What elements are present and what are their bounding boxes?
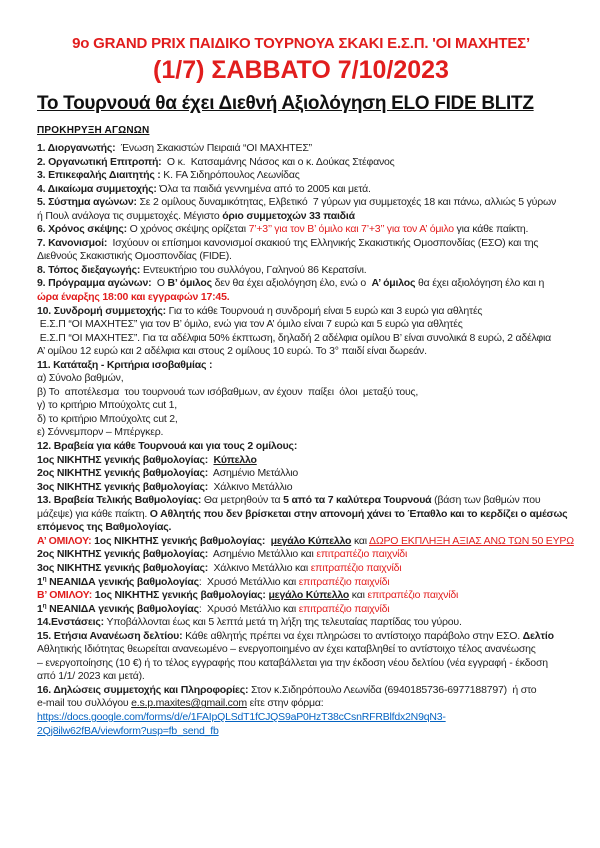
text-run: και <box>349 589 368 602</box>
text-run: Ο χρόνος σκέψης ορίζεται <box>126 223 249 236</box>
text-run: Εντευκτήριο του συλλόγου, Γαληνού 86 Κερατσίνι. <box>140 263 367 276</box>
document-body <box>37 142 574 738</box>
text-run: από 1/1/ 2023 και μετά). <box>37 670 145 683</box>
text-run: ΔΩΡΟ ΕΚΠΛΗΞΗ ΑΞΙΑΣ ΑΝΩ ΤΩΝ 50 ΕΥΡΩ <box>369 534 574 547</box>
item-8-venue <box>37 264 565 278</box>
email-link[interactable]: e.s.p.maxites@gmail.com <box>131 697 247 710</box>
item-2-committee <box>37 156 565 170</box>
tiebreak-a <box>37 372 565 386</box>
text-run: ΝΕΑΝΙΔΑ γενικής βαθμολογίας <box>46 602 199 615</box>
item-1-organizer <box>37 142 565 156</box>
event-date-title: (1/7) ΣΑΒΒΑΤΟ 7/10/2023 <box>153 56 449 84</box>
text-run: Δελτίο <box>522 629 554 642</box>
text-run: 3. Επικεφαλής Διαιτητής : <box>37 169 161 182</box>
text-run: 1. Διοργανωτής: <box>37 142 116 154</box>
text-run: 7’+3’’ για τον Β’ όμιλο και 7’+3’’ για τον Α’ όμιλο <box>248 223 454 236</box>
form-link[interactable]: 2Qj8ilw62fBA/viewform?usp=fb_send_fb <box>37 724 219 737</box>
text-run: επιτραπέζιο παιχνίδι <box>367 589 459 602</box>
text-run: όριο συμμετοχών 33 παιδιά <box>222 209 355 222</box>
group-b-girl <box>37 603 565 617</box>
item-5-system <box>37 196 565 210</box>
text-run: 13. Βραβεία Τελικής Βαθμολογίας: <box>37 494 202 507</box>
text-run: η <box>42 602 47 610</box>
text-run: Α’ όμιλος <box>371 277 416 290</box>
item-14-objections <box>37 616 565 630</box>
prize-1st <box>37 454 565 468</box>
text-run: β) Το αποτέλεσμα του τουρνουά των ισόβαθμων, αν έχουν παίξει όλοι μεταξύ τους, <box>37 385 419 398</box>
rating-subtitle: Το Τουρνουά θα έχει Διεθνή Αξιολόγηση ELO FIDE BLITZ <box>37 93 534 114</box>
text-run: 1 <box>37 575 43 588</box>
group-a-girl <box>37 576 565 590</box>
text-run: Στον κ.Σιδηρόπουλο Λεωνίδα (6940185736-6977188797) ή στο <box>248 683 537 696</box>
item-9-start-time <box>37 291 565 305</box>
text-run: 5. Σύστημα αγώνων: <box>37 196 137 209</box>
text-run: 1 <box>37 602 43 615</box>
text-run: 2. Οργανωτική Επιτροπή: <box>37 155 162 168</box>
text-run: για κάθε παίκτη. <box>453 223 529 236</box>
text-run: Ασημένιο Μετάλλιο <box>208 467 299 480</box>
text-run: επιτραπέζιο παιχνίδι <box>310 561 402 574</box>
text-run: e-mail του συλλόγου <box>37 697 132 710</box>
item-12-prizes <box>37 440 565 454</box>
item-10-fee-cont3 <box>37 345 565 359</box>
text-run: επόμενος της Βαθμολογίας. <box>37 521 172 534</box>
prize-3rd <box>37 481 565 495</box>
group-a-1st <box>37 534 574 549</box>
text-run: Β’ όμιλος <box>167 277 212 290</box>
text-run: α) Σύνολο βαθμών, <box>37 372 124 385</box>
text-run: ή Πουλ ανάλογα τις συμμετοχές. Μέγιστο <box>37 209 223 222</box>
text-run: Ασημένιο Μετάλλιο και <box>208 548 317 561</box>
text-run: 12. Βραβεία για κάθε Τουρνουά και για τους 2 ομίλους: <box>37 440 298 453</box>
text-run: Αθλητικής Ιδιότητας θεωρείται ανανεωμένο – ενεργοποιημένο αν έχει καταβληθεί το αντίστοιχο τέλος ανανέωσης <box>37 643 536 656</box>
text-run: ε) Σόννεμπορν – Μπέργκερ. <box>37 426 164 439</box>
text-run: η <box>42 575 47 582</box>
form-url-2 <box>37 725 565 739</box>
text-run: Όλα τα παιδιά γεννημένα από το 2005 και μετά. <box>156 182 371 195</box>
text-run: Υποβάλλονται έως και 5 λεπτά μετά τη λήξη της τελευταίας παρτίδας του γύρου. <box>103 616 462 629</box>
text-run: Χάλκινο Μετάλλιο και <box>208 561 311 574</box>
text-run: 16. Δηλώσεις συμμετοχής και Πληροφορίες: <box>37 683 249 696</box>
text-run: 11. Κατάταξη - Κριτήρια ισοβαθμίας : <box>37 358 213 371</box>
group-a-3rd <box>37 562 565 576</box>
text-run: 1ος ΝΙΚΗΤΗΣ γενικής βαθμολογίας: <box>94 589 266 602</box>
text-run: 8. Τόπος διεξαγωγής: <box>37 263 141 276</box>
group-a-2nd <box>37 548 565 562</box>
text-run: Ο <box>151 277 168 290</box>
item-15-renewal <box>37 630 565 644</box>
item-4-eligibility <box>37 183 565 197</box>
text-run: δ) το κριτήριο Μπούχολτς cut 2, <box>37 412 178 425</box>
text-run: γ) το κριτήριο Μπούχολτς cut 1, <box>37 399 178 412</box>
text-run: Διεθνούς Σκακιστικής Ομοσπονδίας (FIDE). <box>37 250 232 263</box>
item-5-system-cont <box>37 210 565 224</box>
tiebreak-d <box>37 413 565 427</box>
text-run: 3ος ΝΙΚΗΤΗΣ γενικής βαθμολογίας: <box>37 561 209 574</box>
item-10-fee-cont2 <box>37 332 565 346</box>
text-run: 14.Ενστάσεις: <box>37 616 104 629</box>
item-3-arbiter <box>37 169 565 183</box>
text-run: Κύπελλο <box>213 453 257 466</box>
text-run: 7. Κανονισμοί: <box>37 236 108 249</box>
text-run: 2ος ΝΙΚΗΤΗΣ γενικής βαθμολογίας: <box>37 548 209 561</box>
text-run: μεγάλο Κύπελλο <box>270 534 352 547</box>
text-run: Ο κ. Κατσαμάνης Νάσος και ο κ. Δούκας Στέφανος <box>161 155 395 168</box>
text-run: Κάθε αθλητής πρέπει να έχει πληρώσει το αντίστοιχο παράβολο στην ΕΣΟ. <box>182 629 523 642</box>
item-10-fee-cont1 <box>37 318 565 332</box>
text-run: : Χρυσό Μετάλλιο και <box>198 575 299 588</box>
text-run: 6. Χρόνος σκέψης: <box>37 223 127 236</box>
item-15-cont1 <box>37 643 565 657</box>
text-run: Κ. FA Σιδηρόπουλος Λεωνίδας <box>160 169 300 182</box>
item-9-program <box>37 277 565 291</box>
tiebreak-b <box>37 386 565 400</box>
text-run: ώρα έναρξης 18:00 και εγγραφών 17:45. <box>37 291 230 304</box>
text-run: 9. Πρόγραμμα αγώνων: <box>37 277 152 290</box>
text-run: Ένωση Σκακιστών Πειραιά “ΟΙ ΜΑΧΗΤΕΣ” <box>115 142 312 154</box>
text-run: Α’ ομίλου 12 ευρώ και 2 αδέλφια και στους 2 ομίλους 10 ευρώ. Το 3° παιδί είναι δωρεάν. <box>37 345 427 358</box>
text-run: Χάλκινο Μετάλλιο <box>208 480 293 493</box>
item-7-rules <box>37 237 565 251</box>
text-run: θα έχει αξιολόγηση έλο και η <box>415 277 545 290</box>
proclamation-label: ΠΡΟΚΗΡΥΞΗ ΑΓΩΝΩΝ <box>37 125 150 136</box>
text-run: 1ος ΝΙΚΗΤΗΣ γενικής βαθμολογίας: <box>94 534 266 547</box>
item-13-cont1 <box>37 507 568 522</box>
item-10-fee <box>37 305 565 319</box>
item-11-tiebreaks <box>37 359 565 373</box>
text-run: Σε 2 ομίλους δυναμικότητας, Ελβετικό 7 γύρων για συμμετοχές 18 και πάνω, αλλιώς 5 γύρων <box>136 196 557 209</box>
text-run: ΝΕΑΝΙΔΑ γενικής βαθμολογίας <box>46 575 199 588</box>
text-run: είτε στην φόρμα: <box>246 697 324 710</box>
text-run: : Χρυσό Μετάλλιο και <box>198 602 299 615</box>
text-run: μεγάλο Κύπελλο <box>268 589 350 602</box>
item-15-cont2 <box>37 657 565 671</box>
text-run: 2ος ΝΙΚΗΤΗΣ γενικής βαθμολογίας: <box>37 467 209 480</box>
item-13-cont2 <box>37 521 565 535</box>
text-run: – ενεργοποίησης (10 €) ή το τέλος εγγραφής που καταβάλλεται για την έκδοση νέου δελτίου (νέα εγγραφή - έκδοση <box>37 656 548 669</box>
form-link[interactable]: https://docs.google.com/forms/d/e/1FAIpQLSdT1fCJQS9aP0HzT38cCsnRFRBlfdx2N9qN3- <box>37 710 446 723</box>
text-run: επιτραπέζιο παιχνίδι <box>316 548 408 561</box>
item-16-registration <box>37 684 565 698</box>
text-run: Α’ ΟΜΙΛΟΥ: <box>37 534 92 547</box>
text-run: επιτραπέζιο παιχνίδι <box>298 575 390 588</box>
tiebreak-e <box>37 426 565 440</box>
text-run: μάζεψε) για κάθε παίκτη. <box>37 507 150 520</box>
tiebreak-c <box>37 399 565 413</box>
text-run: Ισχύουν οι επίσημοι κανονισμοί σκακιού της Ελληνικής Σκακιστικής Ομοσπονδίας (ΕΣΟ) και της <box>107 236 539 249</box>
group-b-1st <box>37 589 565 603</box>
item-15-cont3 <box>37 670 565 684</box>
text-run: Ε.Σ.Π “ΟΙ ΜΑΧΗΤΕΣ”. Για τα αδέλφια 50% έκπτωση, δηλαδή 2 αδέλφια ομίλου Β’ είναι συνολικά 8 ευρώ, 2 αδέλφια <box>37 331 551 344</box>
text-run: (βάση των βαθμών που <box>431 494 541 507</box>
text-run: 5 από τα 7 καλύτερα Τουρνουά <box>283 494 432 507</box>
tournament-title: 9ο GRAND PRIX ΠΑΙΔΙΚΟ ΤΟΥΡΝΟΥΑ ΣΚΑΚΙ Ε.Σ.Π. 'ΟΙ ΜΑΧΗΤΕΣ’ <box>72 35 530 52</box>
text-run: 4. Δικαίωμα συμμετοχής: <box>37 182 157 195</box>
text-run: 15. Ετήσια Ανανέωση δελτίου: <box>37 629 183 642</box>
text-run: Ο Αθλητής που δεν βρίσκεται στην απονομή χάνει το Έπαθλο και το κερδίζει ο αμέσως <box>149 507 568 520</box>
text-run: Β’ ΟΜΙΛΟΥ: <box>37 589 92 602</box>
text-run: Ε.Σ.Π “ΟΙ ΜΑΧΗΤΕΣ” για τον Β’ όμιλο, ενώ για τον Α’ όμιλο είναι 7 ευρώ και 5 ευρώ για αθλητές <box>37 318 463 331</box>
text-run: δεν θα έχει αξιολόγηση έλο, ενώ ο <box>211 277 372 290</box>
form-url-1 <box>37 711 565 725</box>
item-6-time-control <box>37 223 565 237</box>
text-run: Για το κάθε Τουρνουά η συνδρομή είναι 5 ευρώ και 3 ευρώ για αθλητές <box>165 304 483 317</box>
text-run: 3ος ΝΙΚΗΤΗΣ γενικής βαθμολογίας: <box>37 480 209 493</box>
text-run: 10. Συνδρομή συμμετοχής: <box>37 304 166 317</box>
text-run: Θα μετρηθούν τα <box>201 494 284 507</box>
text-run: και <box>351 534 370 547</box>
text-run: επιτραπέζιο παιχνίδι <box>298 602 390 615</box>
prize-2nd <box>37 467 565 481</box>
item-13-final-prizes <box>37 494 565 508</box>
item-16-email <box>37 697 565 711</box>
text-run: 1ος ΝΙΚΗΤΗΣ γενικής βαθμολογίας: <box>37 453 209 466</box>
item-7-rules-cont <box>37 250 565 264</box>
